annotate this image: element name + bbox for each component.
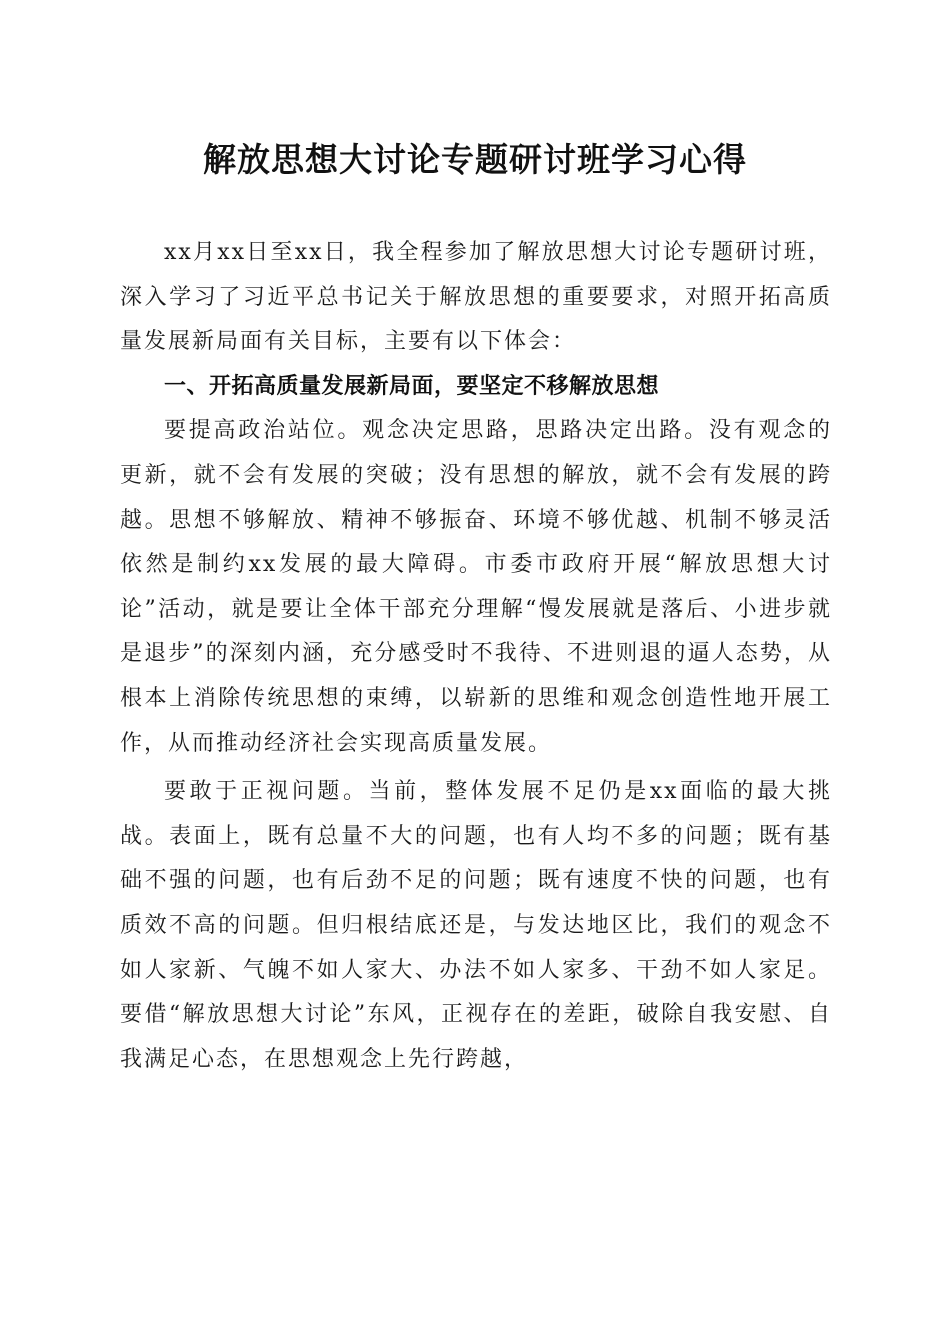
document-body bbox=[120, 231, 832, 1082]
body-paragraph-2: 要敢于正视问题。当前，整体发展不足仍是xx面临的最大挑战。表面上，既有总量不大的问题，也有人均不多的问题；既有基础不强的问题，也有后劲不足的问题；既有速度不快的问题，也有质效不高的问题。但归根结底还是，与发达地区比，我们的观念不如人家新、气魄不如人家大、办法不如人家多、干劲不如人家足。要借“解放思想大讨论”东风，正视存在的差距，破除自我安慰、自我满足心态，在思想观念上先行跨越， bbox=[120, 779, 832, 1072]
section-heading-1: 一、开拓高质量发展新局面，要坚定不移解放思想 bbox=[164, 373, 660, 399]
intro-paragraph: xx月xx日至xx日，我全程参加了解放思想大讨论专题研讨班，深入学习了习近平总书记关于解放思想的重要要求，对照开拓高质量发展新局面有关目标，主要有以下体会： bbox=[120, 240, 832, 355]
body-paragraph-1: 要提高政治站位。观念决定思路，思路决定出路。没有观念的更新，就不会有发展的突破；没有思想的解放，就不会有发展的跨越。思想不够解放、精神不够振奋、环境不够优越、机制不够灵活依然是制约xx发展的最大障碍。市委市政府开展“解放思想大讨论”活动，就是要让全体干部充分理解“慢发展就是落后、小进步就是退步”的深刻内涵，充分感受时不我待、不进则退的逼人态势，从根本上消除传统思想的束缚，以崭新的思维和观念创造性地开展工作，从而推动经济社会实现高质量发展。 bbox=[120, 418, 832, 756]
document-title: 解放思想大讨论专题研讨班学习心得 bbox=[203, 140, 747, 179]
